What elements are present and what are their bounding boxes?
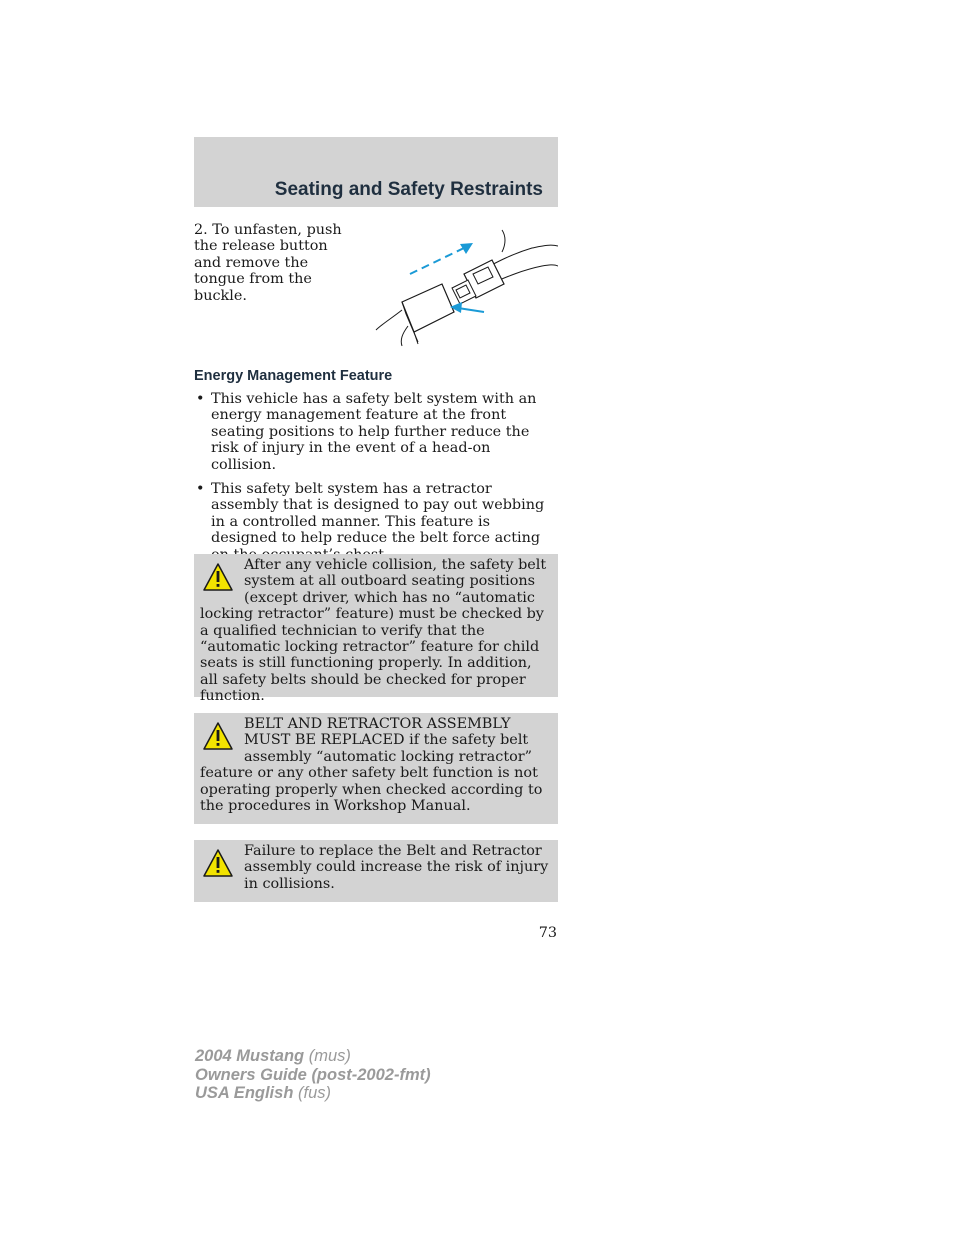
page-header bbox=[194, 137, 558, 207]
footer-line bbox=[195, 1084, 431, 1103]
bullet-glyph: • bbox=[196, 481, 205, 498]
step-instruction: 2. To unfasten, push the release button and remove the tongue from the buckle. bbox=[194, 222, 342, 304]
page-number: 73 bbox=[538, 925, 557, 941]
seatbelt-buckle-illustration bbox=[372, 222, 558, 348]
footer-guide: Owners Guide (post-2002-fmt) bbox=[195, 1065, 431, 1084]
warning-text: Failure to replace the Belt and Retractor assembly could increase the risk of injury in collisions. bbox=[244, 843, 549, 892]
warning-box bbox=[194, 554, 558, 705]
section-heading: Energy Management Feature bbox=[194, 368, 393, 384]
document-footer bbox=[195, 1047, 431, 1103]
warning-box bbox=[194, 713, 558, 824]
bullet-glyph: • bbox=[196, 391, 205, 407]
warning-triangle-icon bbox=[202, 848, 234, 878]
footer-model-code: (mus) bbox=[308, 1047, 351, 1065]
footer-language: USA English bbox=[195, 1084, 294, 1102]
warning-box bbox=[194, 840, 558, 902]
warning-triangle-icon bbox=[202, 721, 234, 751]
warning-text: BELT AND RETRACTOR ASSEMBLY MUST BE REPLACED if the safety belt assembly “automatic locking retractor” feature or any other safety belt function is not operating properly when checked according to the procedures in Workshop Manual. bbox=[200, 716, 543, 815]
footer-line bbox=[195, 1047, 431, 1066]
footer-model: 2004 Mustang bbox=[195, 1047, 305, 1065]
page-title: Seating and Safety Restraints bbox=[274, 179, 543, 200]
warning-text: After any vehicle collision, the safety belt system at all outboard seating positions (except driver, which has no “automatic locking retractor” feature) must be checked by a qualified technician to verify that the “automatic locking retractor” feature for child seats is still functioning properly. In addition, all safety belts should be checked for proper function. bbox=[200, 557, 547, 705]
footer-line bbox=[195, 1066, 431, 1085]
footer-language-code: (fus) bbox=[298, 1084, 331, 1102]
list-item bbox=[194, 391, 558, 473]
warning-triangle-icon bbox=[202, 562, 234, 592]
bullet-text: This vehicle has a safety belt system with an energy management feature at the front seating positions to help further reduce the risk of injury in the event of a head-on collision. bbox=[211, 391, 537, 473]
bullet-list bbox=[194, 391, 558, 571]
bullet-text: This safety belt system has a retractor assembly that is designed to pay out webbing in a controlled manner. This feature is designed to help reduce the belt force acting bbox=[211, 481, 545, 547]
list-item bbox=[194, 481, 558, 563]
